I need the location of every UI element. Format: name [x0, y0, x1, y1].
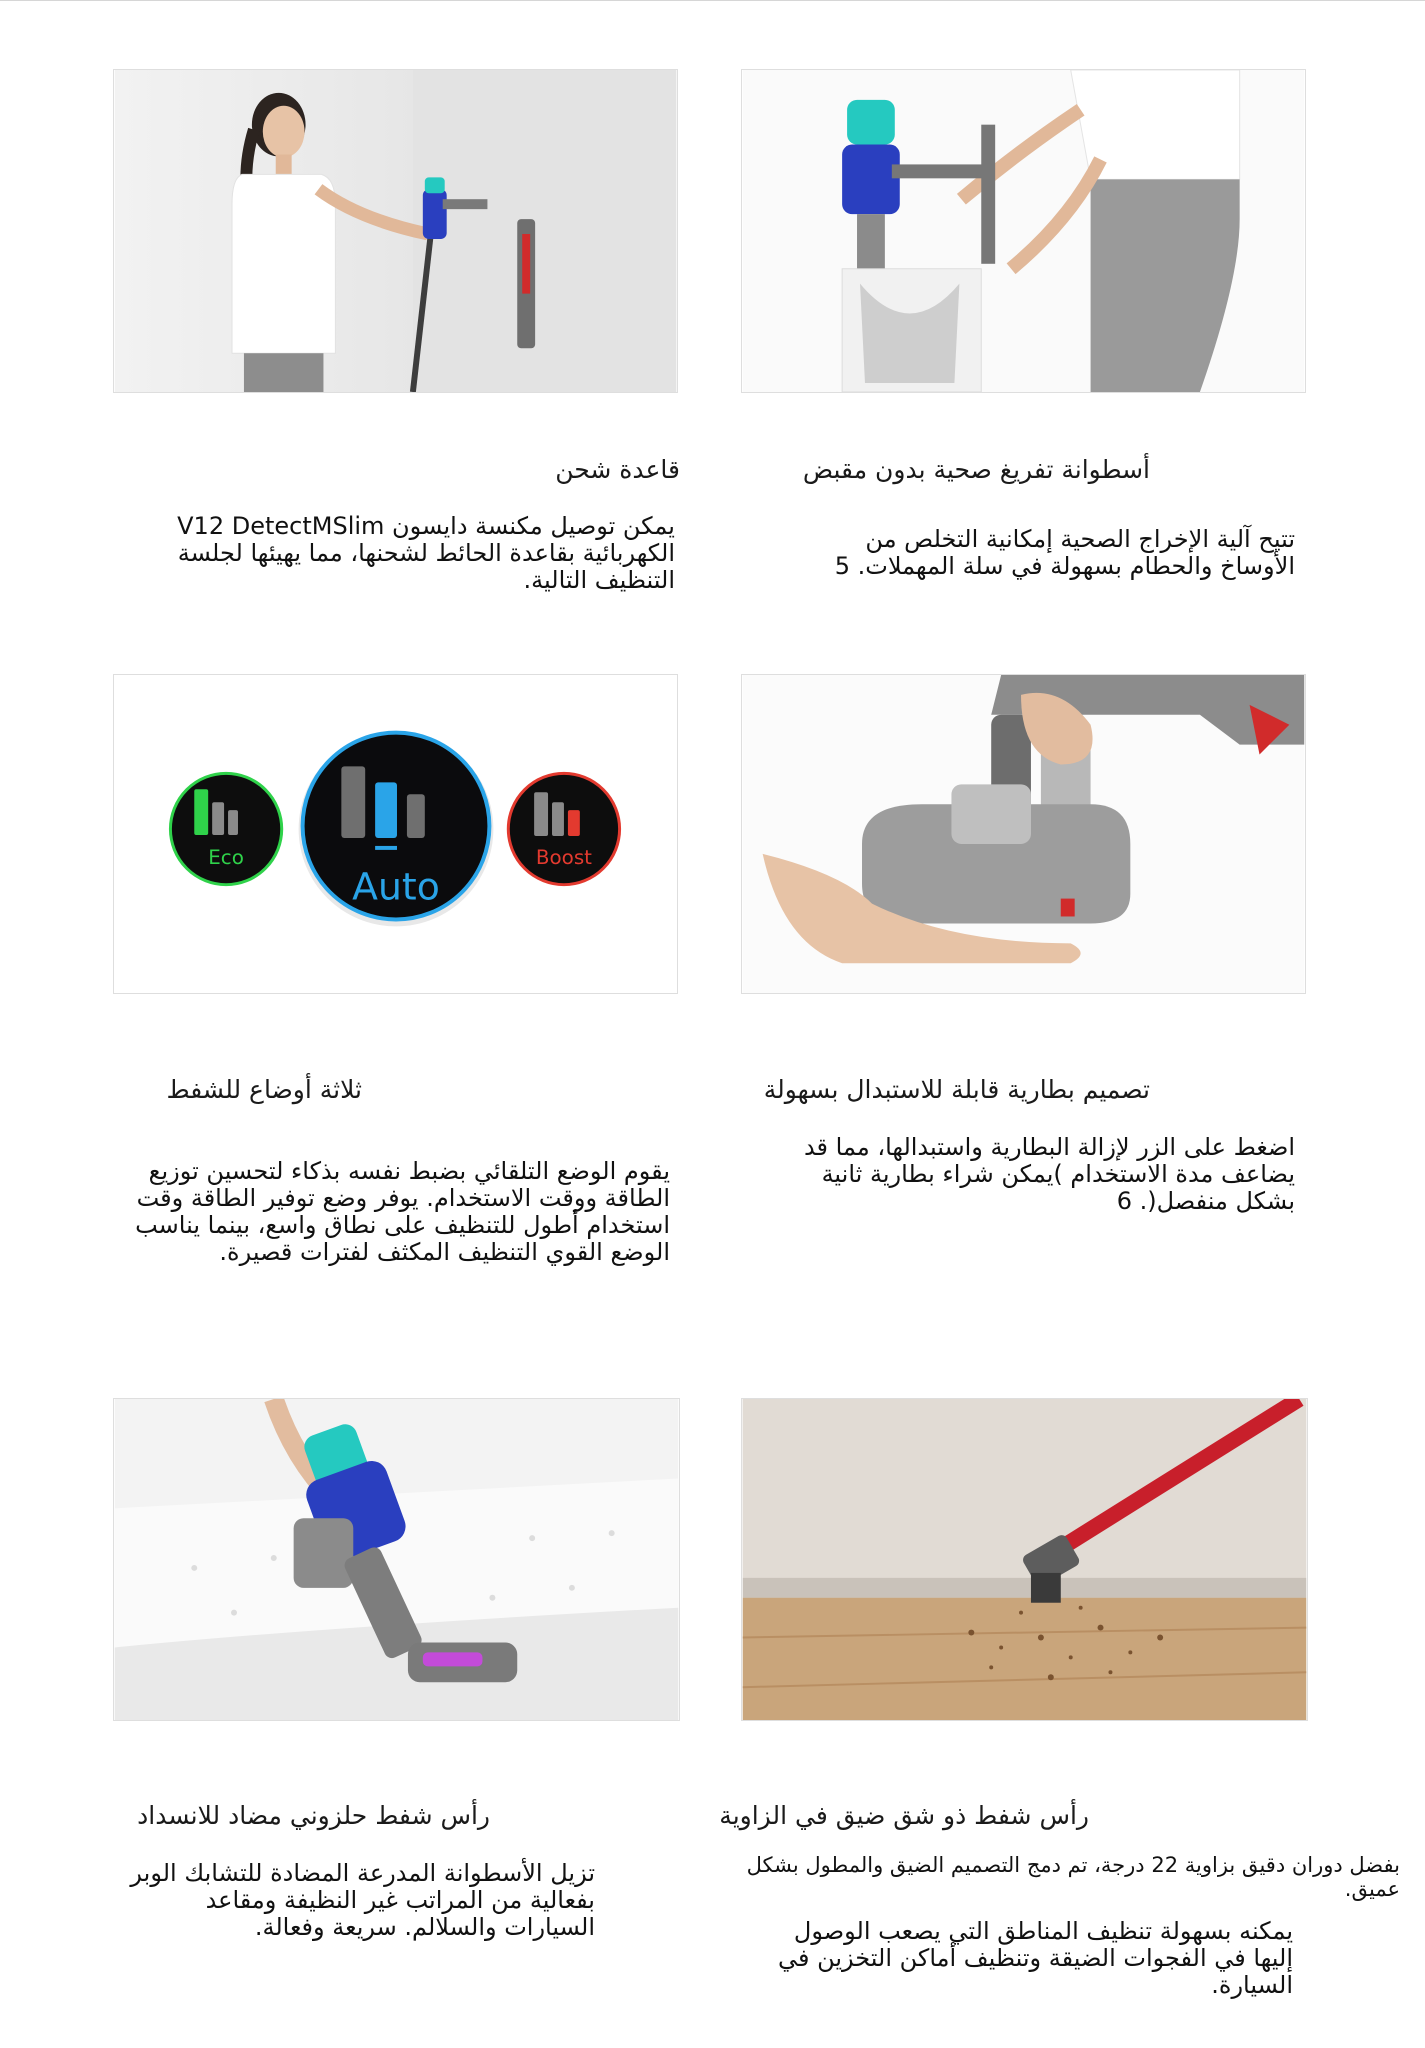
feature-desc-crevice-tool-detail: يمكنه بسهولة تنظيف المناطق التي يصعب الوصول إليها في الفجوات الضيقة وتنظيف أماكن التخزين في السيارة.	[778, 1917, 1293, 1999]
feature-desc-charging-dock: يمكن توصيل مكنسة دايسون V12 DetectMSlim الكهربائية بقاعدة الحائط لشحنها، مما يهيئها لجلسة التنظيف التالية.	[177, 512, 675, 594]
image-swappable-battery	[741, 674, 1306, 994]
feature-title-charging-dock: قاعدة شحن	[555, 455, 680, 484]
feature-title-anti-tangle-head: رأس شفط حلزوني مضاد للانسداد	[137, 1801, 490, 1830]
image-charging-dock	[113, 69, 678, 393]
feature-title-power-modes: ثلاثة أوضاع للشفط	[166, 1075, 362, 1104]
feature-desc-swappable-battery: اضغط على الزر لإزالة البطارية واستبدالها، مما قد يضاعف مدة الاستخدام )يمكن شراء بطارية ثانية بشكل منفصل(. 6	[803, 1133, 1295, 1215]
woman-docking-vacuum-image	[114, 70, 677, 392]
power-modes-image	[114, 675, 677, 993]
feature-title-crevice-tool: رأس شفط ذو شق ضيق في الزاوية	[719, 1801, 1089, 1830]
feature-title-swappable-battery: تصميم بطارية قابلة للاستبدال بسهولة	[763, 1075, 1150, 1104]
image-anti-tangle-head	[113, 1398, 680, 1721]
mattress-cleaning-image	[114, 1399, 679, 1720]
image-power-modes	[113, 674, 678, 994]
feature-desc-anti-tangle-head: تزيل الأسطوانة المدرعة المضادة للتشابك الوبر بفعالية من المراتب غير النظيفة ومقاعد السيارات والسلالم. سريعة وفعالة.	[130, 1859, 595, 1941]
eco-mode-label: Eco	[208, 845, 244, 869]
crevice-cleaning-image	[742, 1399, 1307, 1720]
top-divider	[0, 0, 1425, 1]
battery-removal-image	[742, 675, 1305, 993]
image-crevice-tool	[741, 1398, 1308, 1721]
feature-desc-power-modes: يقوم الوضع التلقائي بضبط نفسه بذكاء لتحسين توزيع الطاقة ووقت الاستخدام. يوفر وضع توفير الطاقة وقت استخدام أطول للتنظيف على نطاق واسع، بينما يناسب الوضع القوي التنظيف المكثف لفترات قصيرة.	[135, 1157, 670, 1266]
feature-desc-hygienic-bin: تتيح آلية الإخراج الصحية إمكانية التخلص من الأوساخ والحطام بسهولة في سلة المهملات. 5	[834, 525, 1295, 580]
emptying-bin-image	[742, 70, 1305, 392]
auto-mode-label: Auto	[352, 864, 440, 909]
image-hygienic-bin	[741, 69, 1306, 393]
boost-mode-label: Boost	[535, 845, 592, 869]
feature-title-hygienic-bin: أسطوانة تفريغ صحية بدون مقبض	[802, 455, 1150, 484]
feature-desc-crevice-tool-intro: بفضل دوران دقيق بزاوية 22 درجة، تم دمج التصميم الضيق والمطول بشكل عميق.	[746, 1853, 1400, 1901]
